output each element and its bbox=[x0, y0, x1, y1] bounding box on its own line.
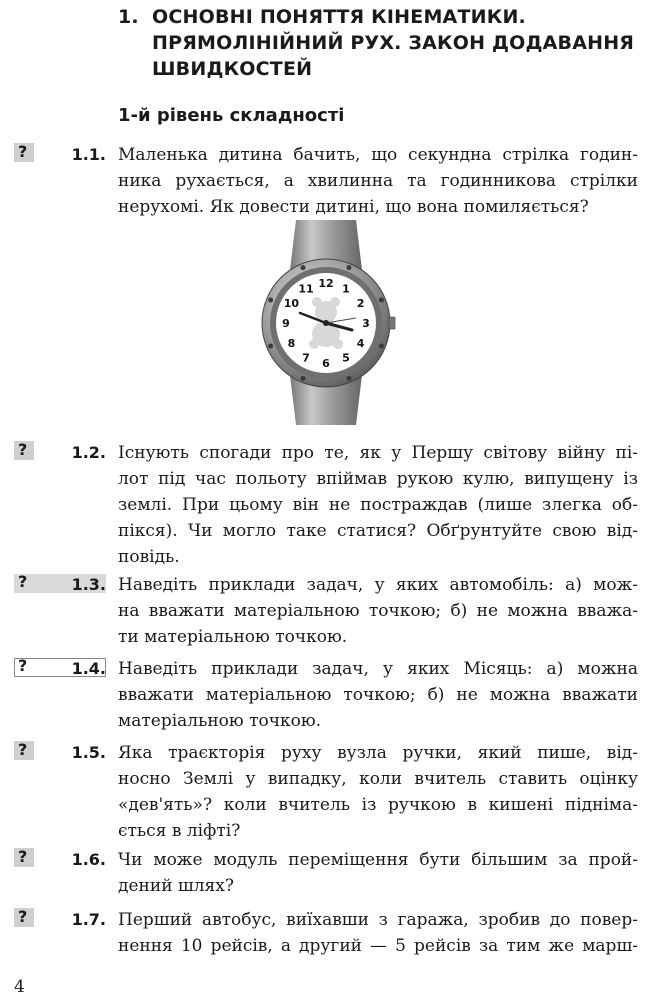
dial-number: 2 bbox=[356, 297, 365, 310]
question-mark-icon: ? bbox=[18, 847, 28, 866]
problem-text bbox=[118, 656, 638, 734]
text-line: носно Землі у випадку, коли вчитель ставить оцінку bbox=[118, 769, 638, 789]
text-line: Перший автобус, виїхавши з гаража, зробив до повер- bbox=[118, 910, 638, 930]
problem-number: 1.2. bbox=[71, 443, 106, 462]
problem-number: 1.3. bbox=[71, 575, 106, 594]
problem-number: 1.4. bbox=[71, 659, 106, 678]
center-pin bbox=[323, 320, 329, 326]
text-line: ти матеріальною точкою. bbox=[118, 627, 348, 647]
dial-number: 5 bbox=[342, 351, 350, 365]
bezel-screw bbox=[301, 376, 306, 381]
problem-text bbox=[118, 142, 638, 220]
problem-text bbox=[118, 740, 638, 844]
question-mark-icon: ? bbox=[18, 142, 28, 161]
difficulty-level-heading: 1-й рівень складності bbox=[118, 105, 345, 126]
problem-number: 1.5. bbox=[71, 743, 106, 762]
bezel-screw bbox=[301, 265, 306, 270]
text-line: нення 10 рейсів, а другий — 5 рейсів за тим же марш- bbox=[118, 936, 638, 956]
text-line: «дев'ять»? коли вчитель із ручкою в кишені підніма- bbox=[118, 795, 638, 815]
dial-number: 4 bbox=[356, 337, 365, 350]
text-line: Наведіть приклади задач, у яких автомобіль: а) мож- bbox=[118, 575, 638, 595]
text-line: вважати матеріальною точкою; б) не можна вважати bbox=[118, 685, 638, 705]
problem-text bbox=[118, 572, 638, 650]
dial-number: 10 bbox=[283, 297, 300, 310]
bezel-screw bbox=[347, 265, 352, 270]
text-line: Існують спогади про те, як у Першу світову війну пі- bbox=[118, 443, 638, 463]
dial-number: 3 bbox=[362, 317, 370, 330]
bezel-screw bbox=[379, 298, 384, 303]
crown bbox=[389, 317, 395, 329]
text-line: Чи може модуль переміщення бути більшим за прой- bbox=[118, 850, 638, 870]
chapter-title-line: ШВИДКОСТЕЙ bbox=[152, 58, 313, 80]
wristwatch-illustration bbox=[256, 220, 396, 425]
text-line: землі. При цьому він не постраждав (лише злегка об- bbox=[118, 495, 638, 515]
problem-text bbox=[118, 847, 638, 899]
text-line: дений шлях? bbox=[118, 876, 234, 896]
question-mark-icon: ? bbox=[18, 740, 28, 759]
text-line: на вважати матеріальною точкою; б) не можна вважа- bbox=[118, 601, 638, 621]
question-mark-icon: ? bbox=[18, 572, 28, 591]
bezel-screw bbox=[379, 344, 384, 349]
text-line: Наведіть приклади задач, у яких Місяць: а) можна bbox=[118, 659, 638, 679]
chapter-title-line: ОСНОВНІ ПОНЯТТЯ КІНЕМАТИКИ. bbox=[152, 6, 526, 28]
question-mark-icon: ? bbox=[18, 440, 28, 459]
text-line: пікся). Чи могло таке статися? Обґрунтуйте свою від- bbox=[118, 521, 638, 541]
text-line: нерухомі. Як довести дитині, що вона помиляється? bbox=[118, 197, 589, 217]
text-line: ється в ліфті? bbox=[118, 821, 241, 841]
text-line: лот під час польоту впіймав рукою кулю, випущену із bbox=[118, 469, 638, 489]
chapter-title-line: ПРЯМОЛІНІЙНИЙ РУХ. ЗАКОН ДОДАВАННЯ bbox=[152, 32, 635, 54]
text-line: повідь. bbox=[118, 547, 180, 567]
text-line: Яка траєкторія руху вузла ручки, який пише, від- bbox=[118, 743, 638, 763]
dial-number: 6 bbox=[322, 357, 330, 370]
bezel-screw bbox=[347, 376, 352, 381]
problem-number: 1.7. bbox=[71, 910, 106, 929]
chapter-heading bbox=[118, 4, 658, 82]
dial-number: 11 bbox=[298, 282, 314, 296]
bezel-screw bbox=[268, 298, 273, 303]
chapter-number: 1. bbox=[118, 6, 139, 28]
problem-number: 1.6. bbox=[71, 850, 106, 869]
text-line: матеріальною точкою. bbox=[118, 711, 322, 731]
problem-text bbox=[118, 440, 638, 570]
text-line: Маленька дитина бачить, що секундна стрілка годин- bbox=[118, 145, 638, 165]
dial-number: 7 bbox=[302, 351, 310, 365]
dial-number: 9 bbox=[282, 317, 290, 330]
problem-text bbox=[118, 907, 638, 959]
question-mark-icon: ? bbox=[18, 656, 28, 675]
question-mark-icon: ? bbox=[18, 907, 28, 926]
dial-number: 12 bbox=[318, 277, 334, 290]
text-line: ника рухається, а хвилинна та годинникова стрілки bbox=[118, 171, 638, 191]
page-number: 4 bbox=[14, 977, 25, 997]
dial-number: 1 bbox=[342, 282, 350, 296]
problem-number: 1.1. bbox=[71, 145, 106, 164]
bezel-screw bbox=[268, 344, 273, 349]
dial-number: 8 bbox=[287, 337, 296, 350]
